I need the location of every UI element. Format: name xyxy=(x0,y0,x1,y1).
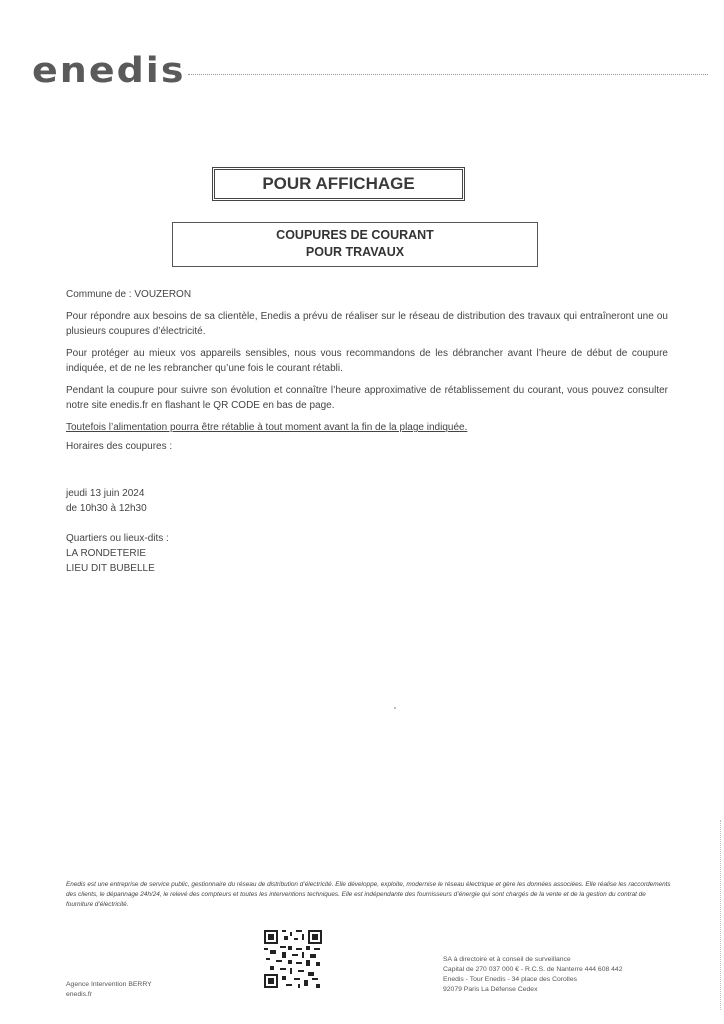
qr-code-icon[interactable] xyxy=(264,930,322,988)
body-section xyxy=(66,287,668,454)
horaires-label: Horaires des coupures : xyxy=(66,441,173,452)
pour-affichage-banner xyxy=(212,167,465,201)
agency-block xyxy=(66,980,152,1000)
legal-line: Enedis - Tour Enedis - 34 place des Corolles xyxy=(443,976,577,983)
outage-time: de 10h30 à 12h30 xyxy=(66,503,147,514)
legal-line: Capital de 270 037 000 € - R.C.S. de Nanterre 444 608 442 xyxy=(443,966,623,973)
paragraph-advice: Pour protéger au mieux vos appareils sensibles, nous vous recommandons de les débrancher avant l’heure de début de coupure indiquée, et de ne les rebrancher qu’une fois le courant rétabli. xyxy=(66,348,668,374)
paragraph-restoration: Toutefois l’alimentation pourra être rétablie à tout moment avant la fin de la plage indiquée. xyxy=(66,422,468,433)
locations-block xyxy=(66,531,668,576)
legal-line: 92079 Paris La Défense Cedex xyxy=(443,986,538,993)
commune-line: Commune de : VOUZERON xyxy=(66,289,192,300)
footer-legal-note: Enedis est une entreprise de service public, gestionnaire du réseau de distribution d’électricité. Elle développe, exploite, modernise le réseau électrique et gère les données associées. Elle réalise les raccordements des clients, le dépannage 24h/24, le relevé des compteurs et toutes les interventions techniques. Elle est indépendante des fournisseurs d’énergie qui sont chargés de la vente et de la gestion du contrat de fourniture d’électricité. xyxy=(66,881,671,908)
website-link[interactable]: enedis.fr xyxy=(66,991,93,998)
agency-name: Agence Intervention BERRY xyxy=(66,981,152,988)
notice-title-box xyxy=(172,222,538,267)
notice-title-line2: POUR TRAVAUX xyxy=(305,245,405,259)
quartiers-label: Quartiers ou lieux-dits : xyxy=(66,533,169,544)
schedule-block xyxy=(66,486,668,516)
notice-title-line1: COUPURES DE COURANT xyxy=(276,228,434,242)
outage-date: jeudi 13 juin 2024 xyxy=(66,488,145,499)
location-item: LA RONDETERIE xyxy=(66,548,147,559)
enedis-logo: enedis xyxy=(32,49,186,91)
company-legal-info xyxy=(443,955,622,995)
paragraph-intro: Pour répondre aux besoins de sa clientèle, Enedis a prévu de réaliser sur le réseau de distribution des travaux qui entraîneront une ou plusieurs coupures d’électricité. xyxy=(66,311,668,337)
scan-speck xyxy=(394,707,396,709)
header-divider xyxy=(188,74,708,75)
location-item: LIEU DIT BUBELLE xyxy=(66,563,155,574)
paragraph-tracking: Pendant la coupure pour suivre son évolution et connaître l’heure approximative de rétablissement du courant, vous pouvez consulter notre site enedis.fr en flashant le QR CODE en bas de page. xyxy=(66,385,668,411)
scan-edge-marks xyxy=(720,820,722,1010)
banner-title: POUR AFFICHAGE xyxy=(262,174,415,193)
legal-line: SA à directoire et à conseil de surveillance xyxy=(443,956,571,963)
